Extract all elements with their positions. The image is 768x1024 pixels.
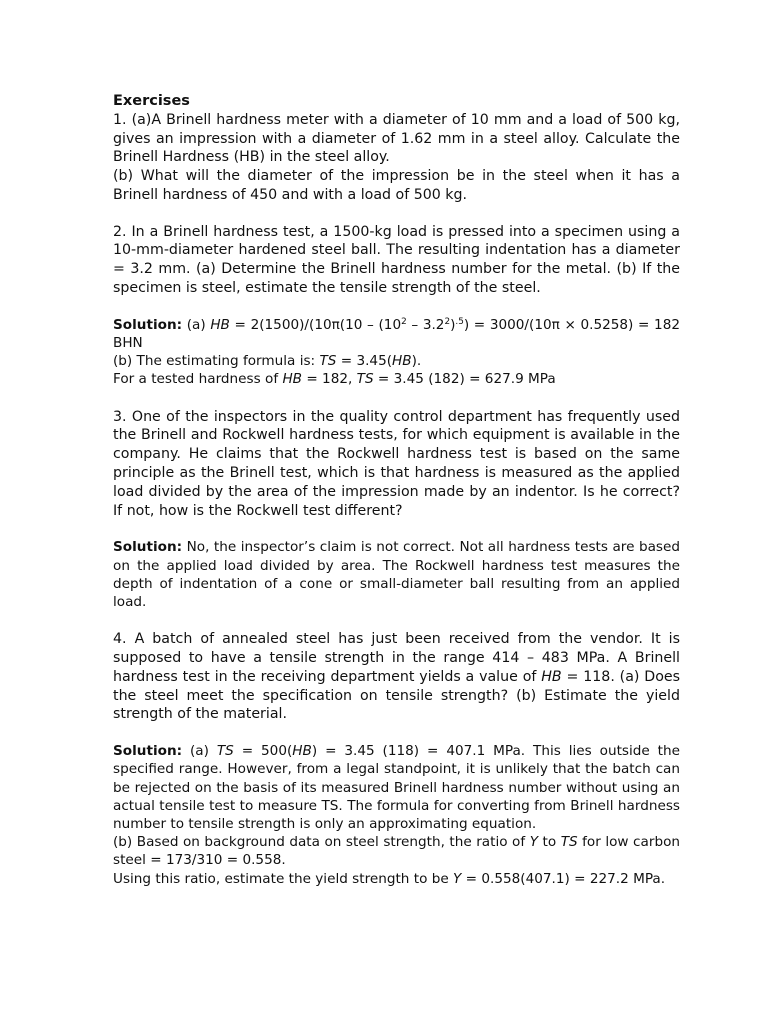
exercise-3-solution: Solution: No, the inspector’s claim is not correct. Not all hardness tests are based on the applied load divided by area. The Rockwell hardness test measures the depth of indentation of a cone or small-diameter ball resulting from an applied load.	[113, 539, 680, 611]
exercise-4	[113, 630, 680, 888]
exercise-4-solution-a: Solution: (a) TS = 500(HB) = 3.45 (118) = 407.1 MPa. This lies outside the specified range. However, from a legal standpoint, it is unlikely that the batch can be rejected on the basis of its measured Brinell hardness number without using an actual tensile test to measure TS. The formula for converting from Brinell hardness number to tensile strength is only an approximating equation.	[113, 743, 680, 833]
exercise-3-question: 3. One of the inspectors in the quality control department has frequently used the Brinell and Rockwell hardness tests, for which equipment is available in the company. He claims that the Rockwell hardness test is based on the same principle as the Brinell test, which is that hardness is measured as the applied load divided by the area of the impression made by an indentor. Is he correct? If not, how is the Rockwell test different?	[113, 408, 680, 519]
exercise-1-part-a: 1. (a)A Brinell hardness meter with a diameter of 10 mm and a load of 500 kg, gives an impression with a diameter of 1.62 mm in a steel alloy. Calculate the Brinell Hardness (HB) in the steel alloy.	[113, 111, 680, 166]
solution-label: Solution:	[113, 743, 183, 760]
solution-label: Solution:	[113, 539, 183, 556]
solution-label: Solution:	[113, 316, 183, 333]
exercise-4-solution-c: Using this ratio, estimate the yield strength to be Y = 0.558(407.1) = 227.2 MPa.	[113, 870, 666, 887]
exercise-2-solution-a: Solution: (a) HB = $2(1500)/(10\pi(10 - (10^2 - 3.2^2)^{.5}) = 3000/(10\pi \times 0.5258) = 182$ BHN	[113, 316, 680, 352]
exercise-1	[113, 111, 680, 205]
exercise-2-question: 2. In a Brinell hardness test, a 1500-kg load is pressed into a specimen using a 10-mm-diameter hardened steel ball. The resulting indentation has a diameter = 3.2 mm. (a) Determine the Brinell hardness number for the metal. (b) If the specimen is steel, estimate the tensile strength of the steel.	[113, 223, 680, 297]
exercise-4-solution-b: (b) Based on background data on steel strength, the ratio of Y to TS for low carbon steel = 173/310 = 0.558.	[113, 834, 681, 869]
exercise-3	[113, 408, 680, 612]
exercise-1-part-b: (b) What will the diameter of the impression be in the steel when it has a Brinell hardness of 450 and with a load of 500 kg.	[113, 168, 680, 203]
exercise-2-solution-c: For a tested hardness of HB = 182, TS = 3.45 (182) = 627.9 MPa	[113, 371, 556, 388]
section-heading: Exercises	[113, 93, 190, 109]
exercise-2	[113, 223, 680, 389]
exercise-4-question: 4. A batch of annealed steel has just been received from the vendor. It is supposed to have a tensile strength in the range 414 – 483 MPa. A Brinell hardness test in the receiving department yields a value of HB = 118. (a) Does the steel meet the specification on tensile strength? (b) Estimate the yield strength of the material.	[113, 631, 681, 723]
exercise-2-solution-b: (b) The estimating formula is: TS = 3.45(HB).	[113, 353, 422, 370]
